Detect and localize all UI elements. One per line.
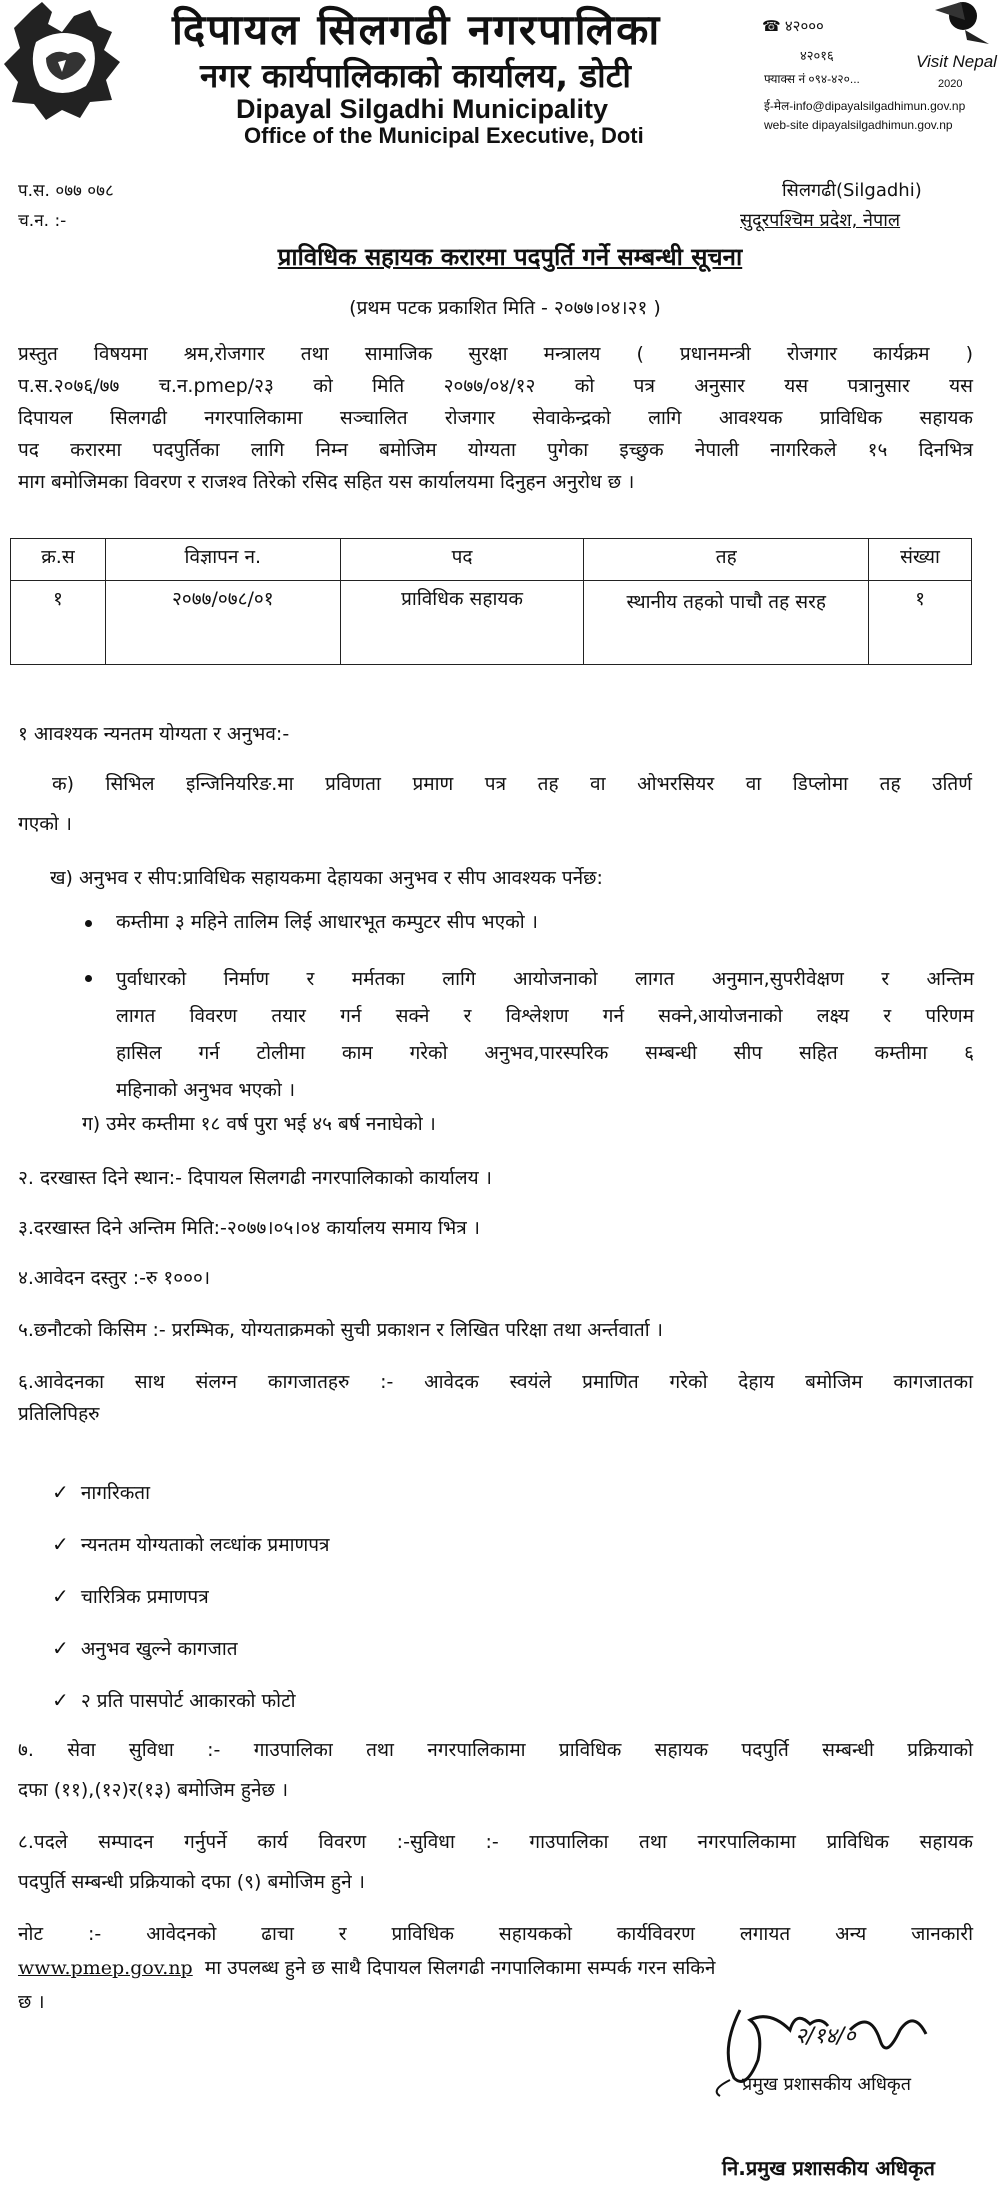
section-6-line2: प्रतिलिपिहरु (18, 1403, 100, 1425)
bullet-dot (85, 975, 92, 982)
note-line3: छ । (18, 1991, 45, 2013)
section-1-kha: ख) अनुभव र सीप:प्राविधिक सहायकमा देहायका अनुभव र सीप आवश्यक पर्नेछ: (50, 867, 603, 889)
intro-line: पद करारमा पदपुर्तिका लागि निम्न बमोजिम योग्यता पुगेका इच्छुक नेपाली नागरिकले १५ दिनभित्र (18, 439, 973, 461)
fax-number: फ्याक्स नं ०९४-४२०... (764, 72, 860, 86)
check-mark-icon: ✓ (52, 1584, 69, 1608)
intro-line: प.स.२०७६/७७ च.न.pmep/२३ को मिति २०७७/०४/१२ को पत्र अनुसार यस पत्रानुसार यस (18, 375, 973, 397)
section-1-ka-line2: गएको । (18, 813, 72, 835)
check-item (52, 1684, 296, 1717)
intro-line: दिपायल सिलगढी नगरपालिकामा सञ्चालित रोजगार सेवाकेन्द्रको लागि आवश्यक प्राविधिक सहायक (18, 407, 973, 429)
section-5: ५.छनौटको किसिम :- प्ररम्भिक, योग्यताक्रमको सुची प्रकाशन र लिखित परिक्षा तथा अर्न्तवार्ता । (18, 1319, 663, 1341)
bullet-experience-line: हासिल गर्न टोलीमा काम गरेको अनुभव,पारस्परिक सम्बन्धी सीप सहित कम्तीमा ६ (116, 1042, 974, 1064)
bullet-computer-skill: कम्तीमा ३ महिने तालिम लिई आधारभूत कम्पुटर सीप भएको । (116, 911, 538, 933)
table-header-count: संख्या (869, 539, 972, 581)
municipality-title-nepali: दिपायल सिलगढी नगरपालिका (172, 5, 662, 54)
note-line2 (18, 1952, 973, 1984)
check-item-label: अनुभव खुल्ने कागजात (80, 1638, 238, 1660)
check-mark-icon: ✓ (52, 1688, 69, 1712)
section-8-line2: पदपुर्ति सम्बन्धी प्रक्रियाको दफा (९) बमोजिम हुने । (18, 1871, 365, 1893)
nepal-emblem-logo (2, 2, 126, 122)
section-7-line2: दफा (११),(१२)र(१३) बमोजिम हुनेछ । (18, 1779, 289, 1801)
email-address: ई-मेल-info@dipayalsilgadhimun.gov.np (764, 99, 966, 113)
patra-sankhya: प.स. ०७७ ०७८ (18, 181, 114, 201)
table-header-level: तह (584, 539, 869, 581)
check-mark-icon: ✓ (52, 1636, 69, 1660)
table-cell: प्राविधिक सहायक (340, 581, 584, 665)
municipality-title-english: Dipayal Silgadhi Municipality (236, 94, 609, 124)
section-6-line1: ६.आवेदनका साथ संलग्न कागजातहरु :- आवेदक स्वयंले प्रमाणित गरेको देहाय बमोजिम कागजातका (18, 1371, 973, 1393)
section-1-ka-line1: क) सिभिल इन्जिनियरिङ.मा प्रविणता प्रमाण पत्र तह वा ओभरसियर वा डिप्लोमा तह उतिर्ण (52, 773, 972, 795)
table-cell: १ (869, 581, 972, 665)
publish-date: (प्रथम पटक प्रकाशित मिति - २०७७।०४।२१ ) (349, 297, 661, 319)
province-name: सुदूरपश्चिम प्रदेश, नेपाल (740, 210, 901, 231)
chalani-number: च.न. :- (18, 211, 67, 231)
section-1-ga: ग) उमेर कम्तीमा १८ वर्ष पुरा भई ४५ बर्ष ननाघेको । (82, 1113, 436, 1135)
signature-date: २/१४/० (795, 2024, 856, 2049)
table-header-ad-no: विज्ञापन न. (105, 539, 340, 581)
website-address: web-site dipayalsilgadhimun.gov.np (764, 118, 953, 132)
office-title-nepali: नगर कार्यपालिकाको कार्यालय, डोटी (200, 56, 631, 95)
check-mark-icon: ✓ (52, 1532, 69, 1556)
intro-paragraph (18, 338, 973, 498)
signatory-role: प्रमुख प्रशासकीय अधिकृत (742, 2074, 911, 2095)
section-1-heading: १ आवश्यक न्यनतम योग्यता र अनुभव:- (18, 723, 290, 745)
note-line2-text: मा उपलब्ध हुने छ साथै दिपायल सिलगढी नगपालिकामा सम्पर्क गरन सकिने (204, 1957, 716, 1979)
table-header-post: पद (340, 539, 584, 581)
check-item-label: चारित्रिक प्रमाणपत्र (80, 1586, 209, 1608)
intro-line: माग बमोजिमका विवरण र राजश्व तिरेको रसिद सहित यस कार्यालयमा दिनुहन अनुरोध छ । (18, 471, 635, 493)
place-name: सिलगढी(Silgadhi) (782, 180, 922, 201)
table-cell: स्थानीय तहको पाचौ तह सरह (584, 581, 869, 665)
notice-title: प्राविधिक सहायक करारमा पदपुर्ति गर्ने सम्बन्धी सूचना (277, 243, 743, 271)
check-item (52, 1476, 150, 1509)
section-4: ४.आवेदन दस्तुर :-रु १०००। (18, 1267, 211, 1289)
bullet-experience (116, 961, 974, 1109)
check-item (52, 1632, 238, 1665)
check-item-label: २ प्रति पासपोर्ट आकारको फोटो (80, 1690, 296, 1712)
section-8-line1: ८.पदले सम्पादन गर्नुपर्ने कार्य विवरण :-सुविधा :- गाउपालिका तथा नगरपालिकामा प्राविधिक सहायक (18, 1831, 973, 1853)
bullet-dot (85, 920, 92, 927)
check-mark-icon: ✓ (52, 1480, 69, 1504)
table-cell: २०७७/०७८/०१ (105, 581, 340, 665)
phone-number-2: ४२०१६ (800, 48, 834, 63)
bullet-experience-line: लागत विवरण तयार गर्न सक्ने र विश्लेशण गर्न सक्ने,आयोजनाको लक्ष्य र परिणम (116, 1005, 974, 1027)
check-item (52, 1580, 209, 1613)
table-cell: १ (11, 581, 106, 665)
designation-stamp: नि.प्रमुख प्रशासकीय अधिकृत (722, 2156, 935, 2180)
bullet-experience-line: पुर्वाधारको निर्माण र मर्मतका लागि आयोजनाको लागत अनुमान,सुपरीवेक्षण र अन्तिम (116, 968, 974, 990)
check-item (52, 1528, 330, 1561)
note-line1: नोट :- आवेदनको ढाचा र प्राविधिक सहायकको कार्यविवरण लगायत अन्य जानकारी (18, 1923, 973, 1945)
phone-number-1: ☎ ४२००० (762, 18, 824, 35)
visit-nepal-text: Visit Nepal (916, 52, 997, 71)
pmep-website-link[interactable]: www.pmep.gov.np (18, 1957, 193, 1979)
office-title-english: Office of the Municipal Executive, Doti (244, 123, 644, 148)
table-header-sn: क्र.स (11, 539, 106, 581)
intro-line: प्रस्तुत विषयमा श्रम,रोजगार तथा सामाजिक सुरक्षा मन्त्रालय ( प्रधानमन्त्री रोजगार कार्यक्रम ) (18, 343, 973, 365)
section-3: ३.दरखास्त दिने अन्तिम मिति:-२०७७।०५।०४ कार्यालय समाय भित्र । (18, 1217, 480, 1239)
bullet-experience-line: महिनाको अनुभव भएको । (116, 1079, 296, 1101)
visit-nepal-year: 2020 (938, 78, 963, 90)
section-2: २. दरखास्त दिने स्थान:- दिपायल सिलगढी नगरपालिकाको कार्यालय । (18, 1167, 492, 1189)
section-7-line1: ७. सेवा सुविधा :- गाउपालिका तथा नगरपालिकामा प्राविधिक सहायक पदपुर्ति सम्बन्धी प्रक्रियाको (18, 1739, 973, 1761)
check-item-label: नागरिकता (80, 1482, 151, 1504)
check-item-label: न्यनतम योग्यताको लव्धांक प्रमाणपत्र (80, 1534, 330, 1556)
vacancy-table (10, 538, 972, 665)
table-row (11, 581, 972, 665)
